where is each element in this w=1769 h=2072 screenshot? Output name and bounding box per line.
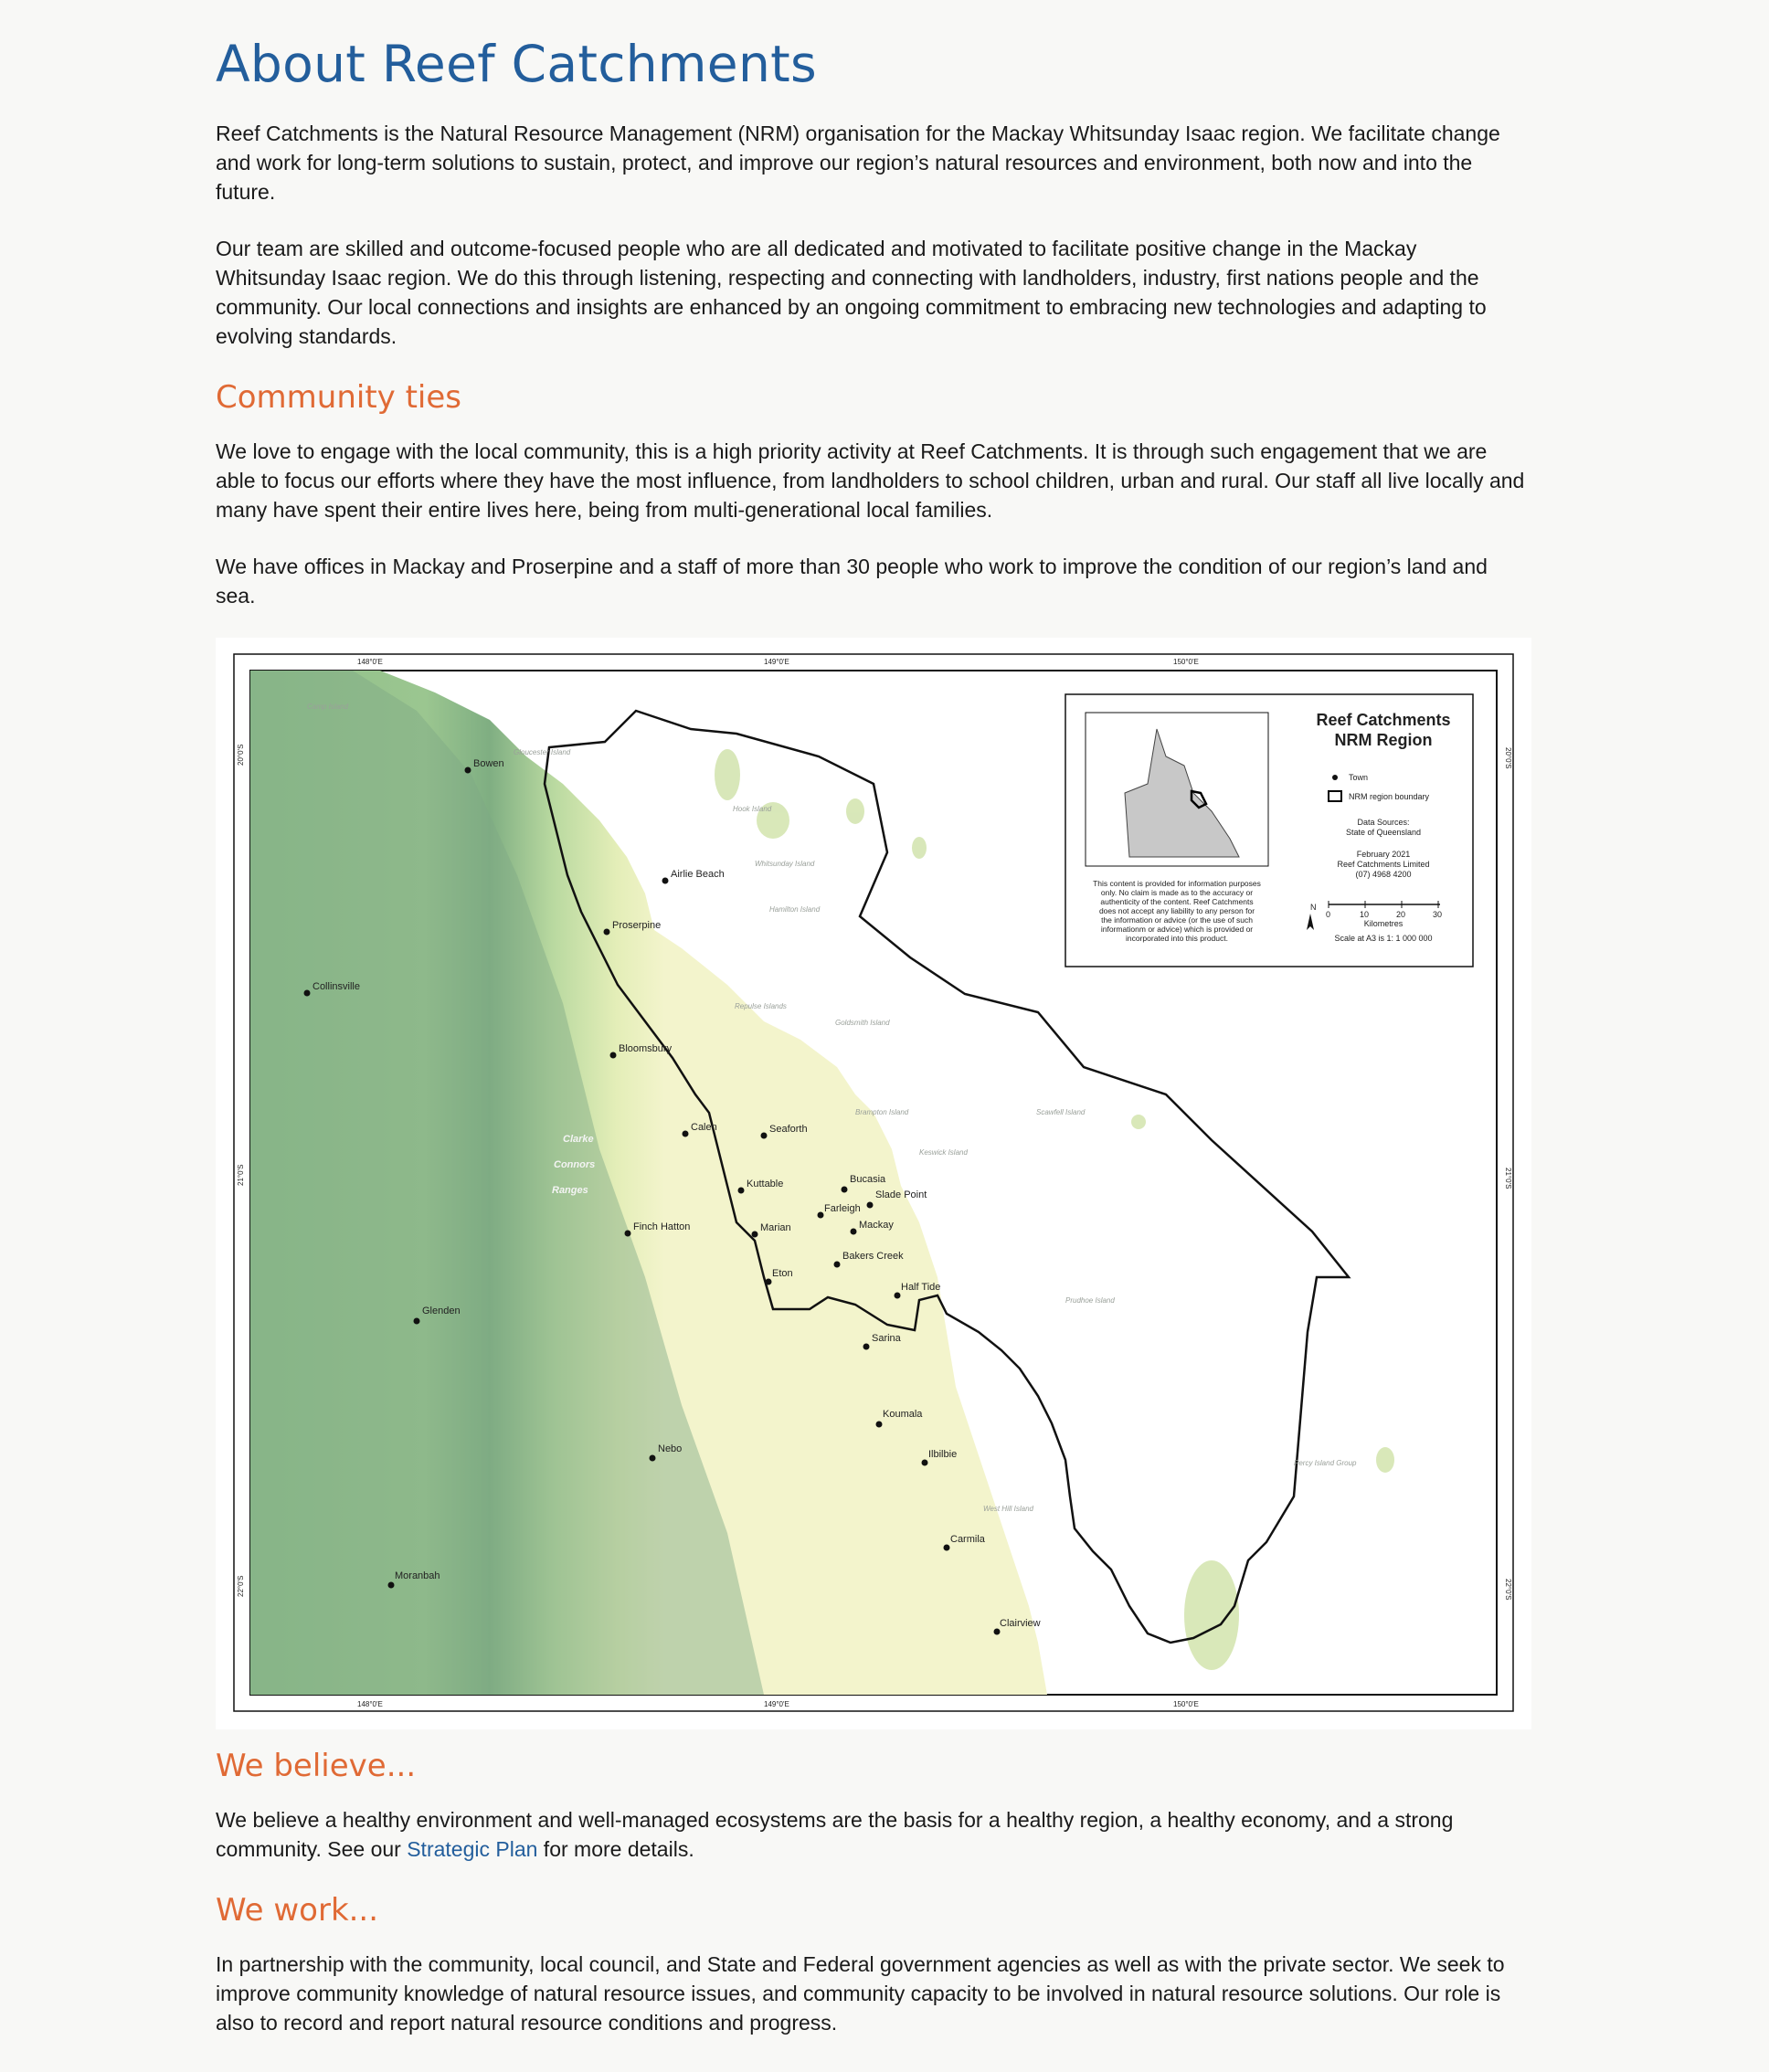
svg-text:30: 30 xyxy=(1433,910,1443,919)
svg-text:Reef Catchments Limited: Reef Catchments Limited xyxy=(1337,860,1430,869)
lat-label: 20°0'S xyxy=(1504,747,1512,769)
lon-label: 149°0'E xyxy=(764,658,789,666)
page-title: About Reef Catchments xyxy=(216,35,817,93)
town-moranbah: Moranbah xyxy=(395,1570,440,1581)
town-half-tide: Half Tide xyxy=(901,1282,941,1293)
town-clairview: Clairview xyxy=(1000,1618,1041,1629)
intro-paragraph-1: Reef Catchments is the Natural Resource Management (NRM) organisation for the Mackay Whitsunday Isaac region. We facilitate change and work for long-term solutions to sustain, protect, and improve our region’s natural resources and environment, both now and into the future. xyxy=(216,122,1500,204)
believe-heading: We believe... xyxy=(216,1748,417,1784)
svg-text:Kilometres: Kilometres xyxy=(1363,919,1404,928)
svg-text:N: N xyxy=(1310,903,1317,912)
disclaimer-line: This content is provided for information purposes xyxy=(1093,879,1261,888)
work-heading: We work... xyxy=(216,1892,379,1929)
believe-paragraph: We believe a healthy environment and well-managed ecosystems are the basis for a healthy region, a healthy economy, and a strong community. See our Strategic Plan for more details. xyxy=(216,1808,1454,1861)
intro-paragraph-2: Our team are skilled and outcome-focused people who are all dedicated and motivated to facilitate positive change in the Mackay Whitsunday Isaac region. We do this through listening, respecting and connecting with landholders, industry, first nations people and the community. Our local connections and insights are enhanced by an ongoing commitment to embracing new technologies and adapting to evolving standards. xyxy=(216,237,1487,348)
town-bakers-creek: Bakers Creek xyxy=(842,1251,904,1262)
svg-text:Camp Island: Camp Island xyxy=(307,703,348,711)
town-slade-point: Slade Point xyxy=(875,1189,927,1200)
lon-label: 150°0'E xyxy=(1173,1700,1199,1708)
svg-text:Clarke: Clarke xyxy=(563,1134,594,1145)
svg-text:State of Queensland: State of Queensland xyxy=(1345,828,1422,837)
lat-label: 22°0'S xyxy=(237,1575,245,1597)
legend-boundary: NRM region boundary xyxy=(1349,792,1430,801)
town-carmila: Carmila xyxy=(950,1534,985,1545)
nrm-region-map xyxy=(216,638,1531,1729)
disclaimer-line: the information or advice (or the use of such xyxy=(1101,915,1253,925)
lat-label: 21°0'S xyxy=(1504,1168,1512,1189)
town-mackay: Mackay xyxy=(859,1220,894,1231)
lon-label: 148°0'E xyxy=(357,658,383,666)
map-legend xyxy=(1065,694,1473,967)
town-proserpine: Proserpine xyxy=(612,920,662,931)
disclaimer-line: only. No claim is made as to the accuracy or xyxy=(1100,888,1254,897)
lat-label: 20°0'S xyxy=(237,744,245,766)
lat-label: 21°0'S xyxy=(237,1164,245,1186)
svg-text:Ranges: Ranges xyxy=(552,1185,588,1196)
legend-title-1: Reef Catchments xyxy=(1316,711,1451,729)
svg-text:Whitsunday Island: Whitsunday Island xyxy=(755,860,815,868)
lon-label: 149°0'E xyxy=(764,1700,789,1708)
disclaimer-line: incorporated into this product. xyxy=(1126,934,1228,943)
town-calen: Calen xyxy=(691,1122,717,1133)
lower-content xyxy=(216,1747,1531,2065)
svg-text:Prudhoe Island: Prudhoe Island xyxy=(1065,1296,1115,1305)
svg-text:10: 10 xyxy=(1360,910,1370,919)
svg-text:Hamilton Island: Hamilton Island xyxy=(769,905,821,914)
town-finch-hatton: Finch Hatton xyxy=(633,1221,691,1232)
svg-text:Brampton Island: Brampton Island xyxy=(855,1108,909,1116)
town-farleigh: Farleigh xyxy=(824,1203,861,1214)
lon-label: 148°0'E xyxy=(357,1700,383,1708)
town-sarina: Sarina xyxy=(872,1333,901,1344)
work-paragraph: In partnership with the community, local council, and State and Federal government agencies as well as with the private sector. We seek to improve community knowledge of natural resource issues, and community capacity to be involved in natural resource solutions. Our role is also to record and report natural resource conditions and progress. xyxy=(216,1952,1505,2035)
svg-text:Scale at A3 is 1: 1 000 000: Scale at A3 is 1: 1 000 000 xyxy=(1334,934,1433,943)
svg-text:Goldsmith Island: Goldsmith Island xyxy=(835,1019,890,1027)
town-bowen: Bowen xyxy=(473,758,504,769)
town-airlie-beach: Airlie Beach xyxy=(671,869,725,880)
map-svg xyxy=(216,638,1531,1729)
disclaimer-line: informationm or advice) which is provided or xyxy=(1100,925,1254,934)
town-collinsville: Collinsville xyxy=(312,981,360,992)
town-bucasia: Bucasia xyxy=(850,1174,886,1185)
svg-text:Scawfell Island: Scawfell Island xyxy=(1036,1108,1086,1116)
town-marian: Marian xyxy=(760,1222,791,1233)
town-nebo: Nebo xyxy=(658,1443,683,1454)
svg-text:Connors: Connors xyxy=(554,1159,596,1170)
legend-town: Town xyxy=(1349,773,1369,782)
svg-text:Gloucester Island: Gloucester Island xyxy=(514,748,571,756)
lat-label: 22°0'S xyxy=(1504,1579,1512,1601)
main-content xyxy=(216,0,1531,638)
town-kuttable: Kuttable xyxy=(747,1179,784,1189)
town-koumala: Koumala xyxy=(883,1409,923,1420)
svg-text:Repulse Islands: Repulse Islands xyxy=(735,1002,787,1010)
svg-text:Hook Island: Hook Island xyxy=(733,805,772,813)
svg-text:0: 0 xyxy=(1326,910,1331,919)
svg-text:West Hill Island: West Hill Island xyxy=(983,1505,1033,1513)
legend-title-2: NRM Region xyxy=(1334,731,1433,749)
disclaimer-line: does not accept any liability to any person for xyxy=(1098,906,1255,915)
svg-text:Percy Island Group: Percy Island Group xyxy=(1294,1459,1357,1467)
svg-text:Keswick Island: Keswick Island xyxy=(919,1148,968,1157)
strategic-plan-link[interactable]: Strategic Plan xyxy=(407,1837,538,1861)
svg-text:Data Sources:: Data Sources: xyxy=(1357,818,1410,827)
svg-text:(07) 4968 4200: (07) 4968 4200 xyxy=(1355,870,1412,879)
town-eton: Eton xyxy=(772,1268,793,1279)
town-seaforth: Seaforth xyxy=(769,1124,808,1135)
community-paragraph-2: We have offices in Mackay and Proserpine and a staff of more than 30 people who work to improve the condition of our region’s land and sea. xyxy=(216,555,1488,608)
svg-text:February 2021: February 2021 xyxy=(1356,850,1411,859)
community-heading: Community ties xyxy=(216,379,461,416)
lon-label: 150°0'E xyxy=(1173,658,1199,666)
community-paragraph-1: We love to engage with the local community, this is a high priority activity at Reef Catchments. It is through such engagement that we are able to focus our efforts where they have the most influence, from landholders to school children, urban and rural. Our staff all live locally and many have spent their entire lives here, being from multi-generational local families. xyxy=(216,439,1525,522)
disclaimer-line: authenticity of the content. Reef Catchments xyxy=(1100,897,1254,906)
town-glenden: Glenden xyxy=(422,1306,461,1316)
town-ilbilbie: Ilbilbie xyxy=(928,1449,958,1460)
svg-text:20: 20 xyxy=(1396,910,1406,919)
legend-disclaimer xyxy=(1093,879,1261,943)
town-bloomsbury: Bloomsbury xyxy=(619,1043,673,1054)
